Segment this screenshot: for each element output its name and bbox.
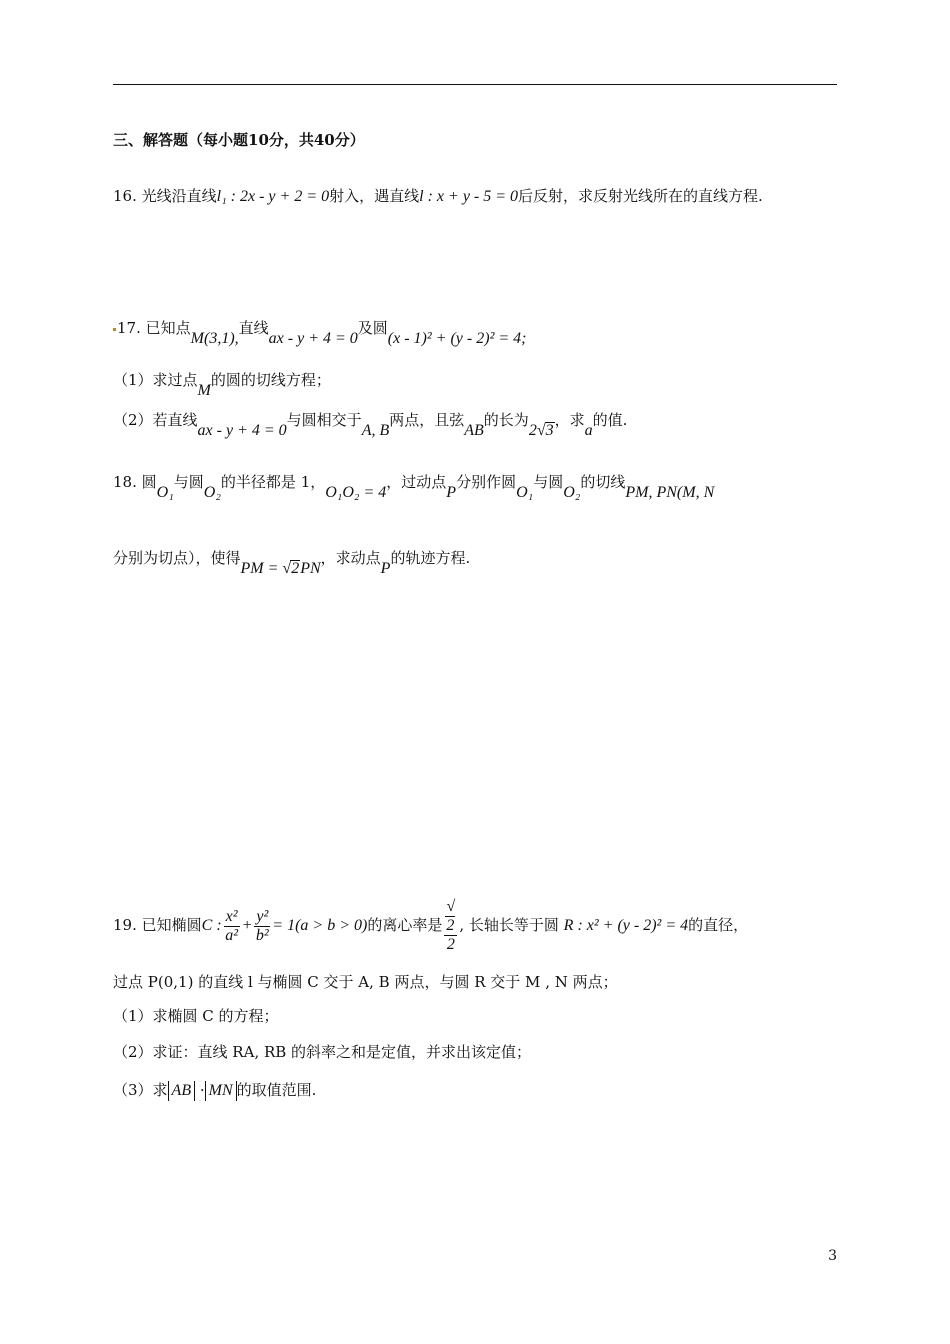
marker-dot <box>113 328 116 331</box>
question-19-part-2: （2）求证：直线 RA, RB 的斜率之和是定值，并求出该定值； <box>113 1043 532 1061</box>
question-16: 16. 光线沿直线l₁ : 2x - y + 2 = 0射入，遇直线l : x + y - 5 = 0后反射，求反射光线所在的直线方程. <box>113 187 763 205</box>
question-19-part-3: （3）求 AB · MN 的取值范围. <box>113 1081 317 1099</box>
section-title: 三、解答题（每小题10分，共40分） <box>113 131 365 149</box>
q17-number: 17. <box>117 319 141 337</box>
question-19-part-1: （1）求椭圆 C 的方程； <box>113 1007 279 1025</box>
eccentricity-fraction: √ 2 2 <box>444 898 457 954</box>
fraction-x-over-a: $\frac{\text{x²}}{\text{a²}}$ <box>225 907 238 944</box>
fraction-y-over-b: $\frac{\text{y²}}{\text{b²}}$ <box>255 907 269 944</box>
question-17-part-2: （2）若直线ax - y + 4 = 0与圆相交于A, B两点，且弦AB的长为2√3，求a的值. <box>113 411 628 439</box>
question-17: 17. 已知点M(3,1),直线ax - y + 4 = 0及圆(x - 1)² + (y - 2)² = 4; <box>113 316 526 341</box>
question-18-line-2: 分别为切点），使得PM = √2PN，求动点P的轨迹方程. <box>113 549 471 577</box>
q19-number: 19. <box>113 916 137 934</box>
question-17-part-1: （1）求过点M的圆的切线方程； <box>113 371 331 399</box>
question-19: 19. 已知椭圆C : $\frac{\text{x²}}{\text{a²}}$ + $\frac{\text{y²}}{\text{b²}}$ = 1(a > b > 0)的离心率是 √ 2 2 , 长轴长等于圆 R : x² + (y - 2)² = 4的直径， <box>113 898 749 953</box>
question-18: 18. 圆O₁与圆O₂的半径都是 1，O₁O₂ = 4，过动点P分别作圆O₁与圆O₂的切线PM, PN(M, N <box>113 473 715 501</box>
q16-number: 16. <box>113 187 137 205</box>
header-rule <box>113 84 837 85</box>
sqrt-expression: 2√3 <box>528 422 554 439</box>
condition-expression: PM = √2PN <box>240 560 321 577</box>
question-19-line-2: 过点 P(0,1) 的直线 l 与椭圆 C 交于 A, B 两点，与圆 R 交于 M , N 两点； <box>113 973 618 991</box>
q18-number: 18. <box>113 473 137 491</box>
page-number: 3 <box>828 1248 837 1264</box>
